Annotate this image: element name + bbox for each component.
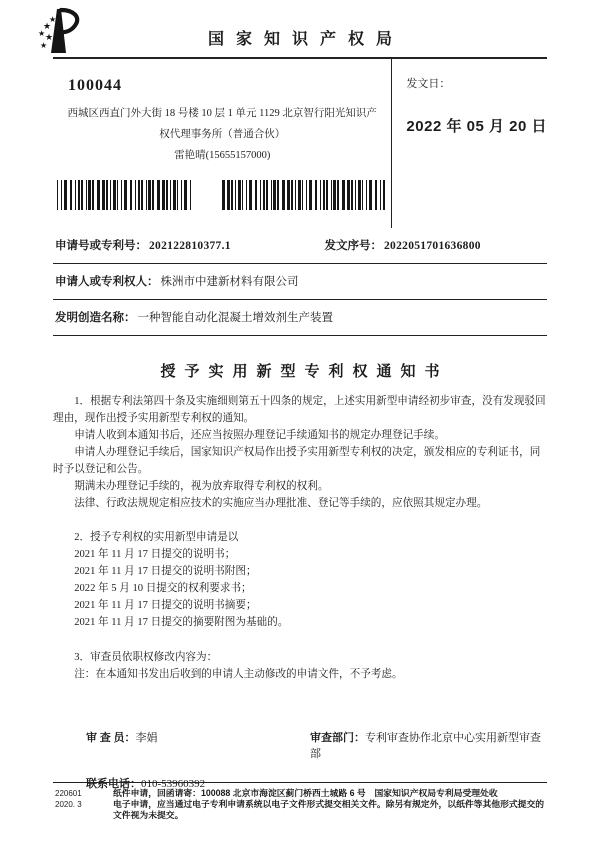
application-number-cell — [55, 237, 325, 253]
address-line-2: 权代理事务所（普通合伙） — [159, 129, 286, 140]
invention-title-value: 一种智能自动化混凝土增效剂生产装置 — [137, 312, 333, 324]
barcode-row — [53, 180, 391, 210]
form-code-block — [55, 788, 113, 821]
dispatch-date-box — [391, 59, 547, 228]
filing-basis-item: 2021 年 11 月 17 日提交的说明书； — [74, 549, 236, 560]
case-info-table — [53, 228, 547, 336]
footer-rule — [53, 782, 547, 783]
applicant-value: 株洲市中建新材料有限公司 — [160, 276, 299, 288]
examiner-cell — [86, 729, 310, 761]
cnipa-logo — [36, 6, 82, 56]
dispatch-date-label: 发文日： — [406, 78, 451, 90]
invention-title-label: 发明创造名称： — [55, 312, 136, 324]
application-number-value: 202122810377.1 — [149, 240, 231, 252]
address-line-1: 西城区西直门外大街 18 号楼 10 层 1 单元 1129 北京智行阳光知识产 — [67, 108, 377, 119]
phone-number: 010-53960392 — [141, 778, 206, 790]
section2-intro: 2．授予专利权的实用新型申请是以 — [74, 532, 239, 543]
dispatch-number-cell — [325, 237, 546, 253]
address-section — [53, 57, 547, 228]
section3-note: 注：在本通知书发出后收到的申请人主动修改的申请文件，不予考虑。 — [74, 669, 403, 680]
notice-paragraph-1: 1．根据专利法第四十条及实施细则第五十四条的规定，上述实用新型申请经初步审查，没有发现驳回理由，现作出授予实用新型专利权的通知。 — [53, 396, 546, 424]
filing-basis-item: 2021 年 11 月 17 日提交的说明书摘要； — [74, 600, 257, 611]
filing-basis-item: 2021 年 11 月 17 日提交的说明书附图； — [74, 566, 257, 577]
notice-title: 授予实用新型专利权通知书 — [160, 364, 449, 380]
footer-line-electronic: 电子申请，应当通过电子专利申请系统以电子文件形式提交相关文件。除另有规定外，以纸件等其他形式提交的文件视为未提交。 — [113, 799, 545, 820]
recipient-name: 雷艳晴(15655157000) — [174, 150, 271, 161]
footer-instructions — [113, 788, 550, 821]
star-icon: ★ — [40, 41, 48, 50]
footer — [0, 782, 600, 821]
examiner-label: 审 查 员： — [86, 732, 136, 744]
dispatch-number-value: 2022051701636800 — [384, 240, 481, 252]
star-icon: ★ — [49, 15, 57, 24]
star-icon: ★ — [38, 29, 46, 38]
notice-paragraph-3: 申请人办理登记手续后，国家知识产权局作出授予实用新型专利权的决定，颁发相应的专利证书，同时予以登记和公告。 — [53, 447, 541, 475]
department-name: 专利审查协作北京中心实用新型审查部 — [310, 732, 541, 760]
postal-code: 100044 — [68, 77, 122, 94]
barcode-right — [222, 180, 386, 210]
filing-basis-item: 2021 年 11 月 17 日提交的摘要附图为基础的。 — [74, 617, 289, 628]
applicant-label: 申请人或专利权人： — [55, 276, 159, 288]
star-icon: ★ — [45, 32, 54, 42]
examiner-name: 李娟 — [135, 732, 158, 744]
mailing-address-block — [53, 59, 391, 228]
form-code: 220601 — [55, 789, 82, 798]
notice-body — [53, 393, 547, 683]
masthead — [0, 0, 600, 57]
agency-title: 国家知识产权局 — [207, 31, 404, 48]
star-icon: ★ — [43, 21, 52, 31]
notice-paragraph-2: 申请人收到本通知书后，还应当按照办理登记手续通知书的规定办理登记手续。 — [74, 430, 445, 441]
filing-basis-item: 2022 年 5 月 10 日提交的权利要求书； — [74, 583, 252, 594]
footer-line-paper: 纸件申请，回函请寄：100088 北京市海淀区蓟门桥西土城路 6 号 国家知识产权局专利局受理处收 — [113, 788, 498, 798]
info-row-applicant — [53, 264, 547, 300]
info-row-invention — [53, 300, 547, 336]
barcode-left — [57, 180, 191, 210]
phone-label: 联系电话： — [86, 778, 141, 790]
dispatch-date-value: 2022 年 05 月 20 日 — [406, 118, 547, 135]
section3-title: 3．审查员依职权修改内容为： — [74, 652, 218, 663]
notice-paragraph-5: 法律、行政法规规定相应技术的实施应当办理批准、登记等手续的，应依照其规定办理。 — [74, 498, 488, 509]
dispatch-number-label: 发文序号： — [324, 240, 382, 252]
content-column — [53, 57, 547, 683]
info-row-application — [53, 228, 547, 264]
department-cell — [310, 729, 547, 761]
form-revision-date: 2020. 3 — [55, 800, 82, 809]
notice-paragraph-4: 期满未办理登记手续的，视为放弃取得专利权的权利。 — [74, 481, 329, 492]
department-label: 审查部门： — [310, 732, 365, 744]
application-number-label: 申请号或专利号： — [55, 240, 147, 252]
